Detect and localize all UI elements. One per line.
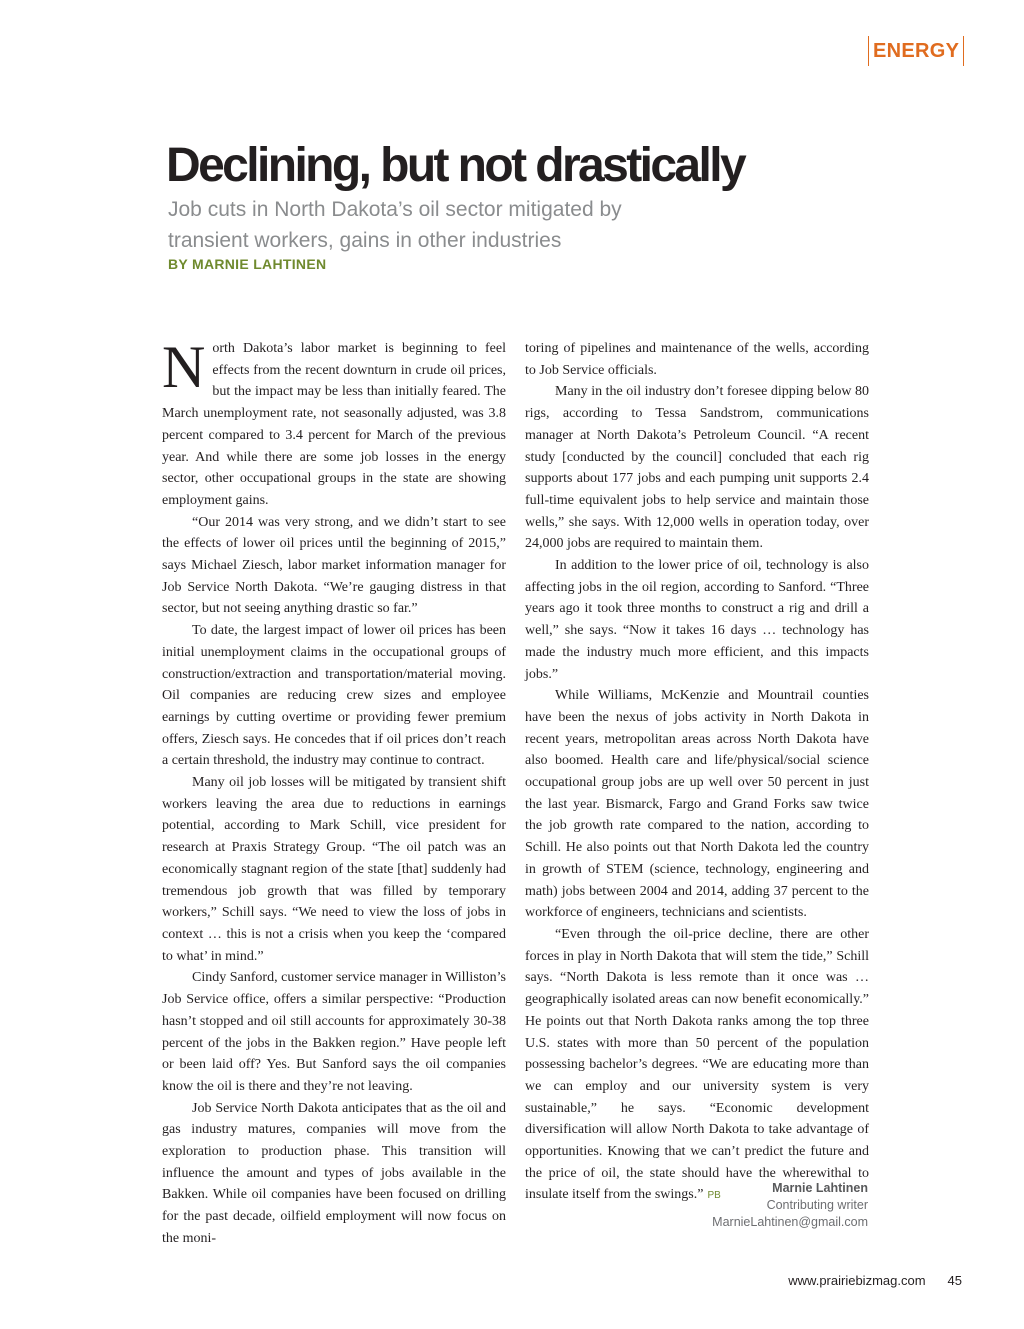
page-footer (788, 1273, 962, 1288)
paragraph: To date, the largest impact of lower oil prices has been initial unemployment claims in the occupational groups of construction/extraction and transportation/material moving. Oil companies are reducing crew sizes and employee earnings by cutting overtime or providing fewer premium offers, Ziesch says. He concedes that if oil prices don’t reach a certain threshold, the industry may continue to contract. (162, 623, 506, 769)
paragraph: toring of pipelines and maintenance of the wells, according to Job Service officials. (525, 341, 869, 378)
page-number: 45 (947, 1273, 962, 1288)
paragraph-text: orth Dakota’s labor market is beginning to feel effects from the recent downturn in crude oil prices, but the impact may be less than initially feared. The March unemployment rate, not seasonally adjusted, was 3.8 percent compared to 3.4 percent for March of the previous year. And while there are some job losses in the energy sector, other occupational groups in the state are showing employment gains. (162, 341, 506, 508)
footer-url: www.prairiebizmag.com (788, 1273, 926, 1288)
paragraph: Job Service North Dakota anticipates that as the oil and gas industry matures, companies will move from the exploration to production phase. This transition will influence the amount and types of jobs available in the Bakken. While oil companies have been focused on drilling for the past decade, oilfield employment will now focus on the moni- (162, 1100, 506, 1246)
end-mark: PB (707, 1190, 721, 1202)
drop-cap: N (162, 334, 206, 400)
paragraph: Many in the oil industry don’t foresee dipping below 80 rigs, according to Tessa Sandstrom, communications manager at North Dakota’s Petroleum Council. “A recent study [conducted by the council] concluded that each rig supports about 177 jobs and each pumping unit supports 2.4 full-time equivalent jobs to help service and maintain those wells,” she says. With 12,000 wells in operation today, over 24,000 jobs are required to maintain them. (525, 384, 869, 552)
paragraph (525, 924, 869, 1207)
article-column-left (162, 334, 506, 1250)
paragraph: Many oil job losses will be mitigated by transient shift workers leaving the area due to reductions in earnings potential, according to Mark Schill, vice president for research at Praxis Strategy Group. “The oil patch was an economically stagnant region of the state [that] suddenly had tremendous job growth that was filled by temporary workers,” Schill says. “We need to view the loss of jobs in context … this is not a crisis when you keep the ‘compared to what’ in mind.” (162, 775, 506, 964)
byline: BY MARNIE LAHTINEN (168, 256, 327, 272)
article-column-right (525, 338, 869, 1207)
author-box (712, 1180, 868, 1231)
paragraph-text: “Even through the oil-price decline, there are other forces in play in North Dakota that will stem the tide,” Schill says. “North Dakota is less remote than it once was … geographically isolated areas can now benefit economically.” He points out that North Dakota ranks among the top three U.S. states with more than 50 percent of the population possessing bachelor’s degrees. “We are educating more than we can employ and our university system is very sustainable,” he says. “Economic development diversification will allow North Dakota to take advantage of opportunities. Knowing that we can’t predict the future and the price of oil, the state should have the wherewithal to insulate itself from the swings.” (525, 926, 869, 1203)
deck-subtitle: Job cuts in North Dakota’s oil sector mitigated by transient workers, gains in other industries (168, 198, 622, 252)
paragraph (162, 334, 506, 512)
section-tag: ENERGY (868, 36, 964, 66)
paragraph: Cindy Sanford, customer service manager in Williston’s Job Service office, offers a similar perspective: “Production hasn’t stopped and oil still accounts for approximately 30-38 percent of the jobs in the Bakken region.” Have people left or been laid off? Yes. But Sanford says the oil companies know the oil is there and they’re not leaving. (162, 970, 506, 1094)
author-email: MarnieLahtinen@gmail.com (712, 1215, 868, 1229)
headline: Declining, but not drastically (166, 139, 745, 192)
paragraph: “Our 2014 was very strong, and we didn’t start to see the effects of lower oil prices until the beginning of 2015,” says Michael Ziesch, labor market information manager for Job Service North Dakota. “We’re gauging distress in that sector, but not seeing anything drastic so far.” (162, 514, 506, 617)
author-name: Marnie Lahtinen (772, 1181, 868, 1195)
paragraph: In addition to the lower price of oil, technology is also affecting jobs in the oil region, according to Sanford. “Three years ago it took three months to construct a rig and drill a well,” she says. “Now it takes 16 days … technology has made the industry much more efficient, and this impacts jobs.” (525, 558, 869, 682)
paragraph: While Williams, McKenzie and Mountrail counties have been the nexus of jobs activity in North Dakota in recent years, metropolitan areas across North Dakota have also boomed. Health care and life/physical/social science occupational group jobs are up well over 50 percent in just the last year. Bismarck, Fargo and Grand Forks saw twice the job growth rate compared to the nation, according to Schill. He also points out that North Dakota led the country in growth of STEM (science, technology, engineering and math) jobs between 2004 and 2014, adding 37 percent to the workforce of engineers, technicians and scientists. (525, 688, 869, 921)
author-role: Contributing writer (766, 1198, 868, 1212)
